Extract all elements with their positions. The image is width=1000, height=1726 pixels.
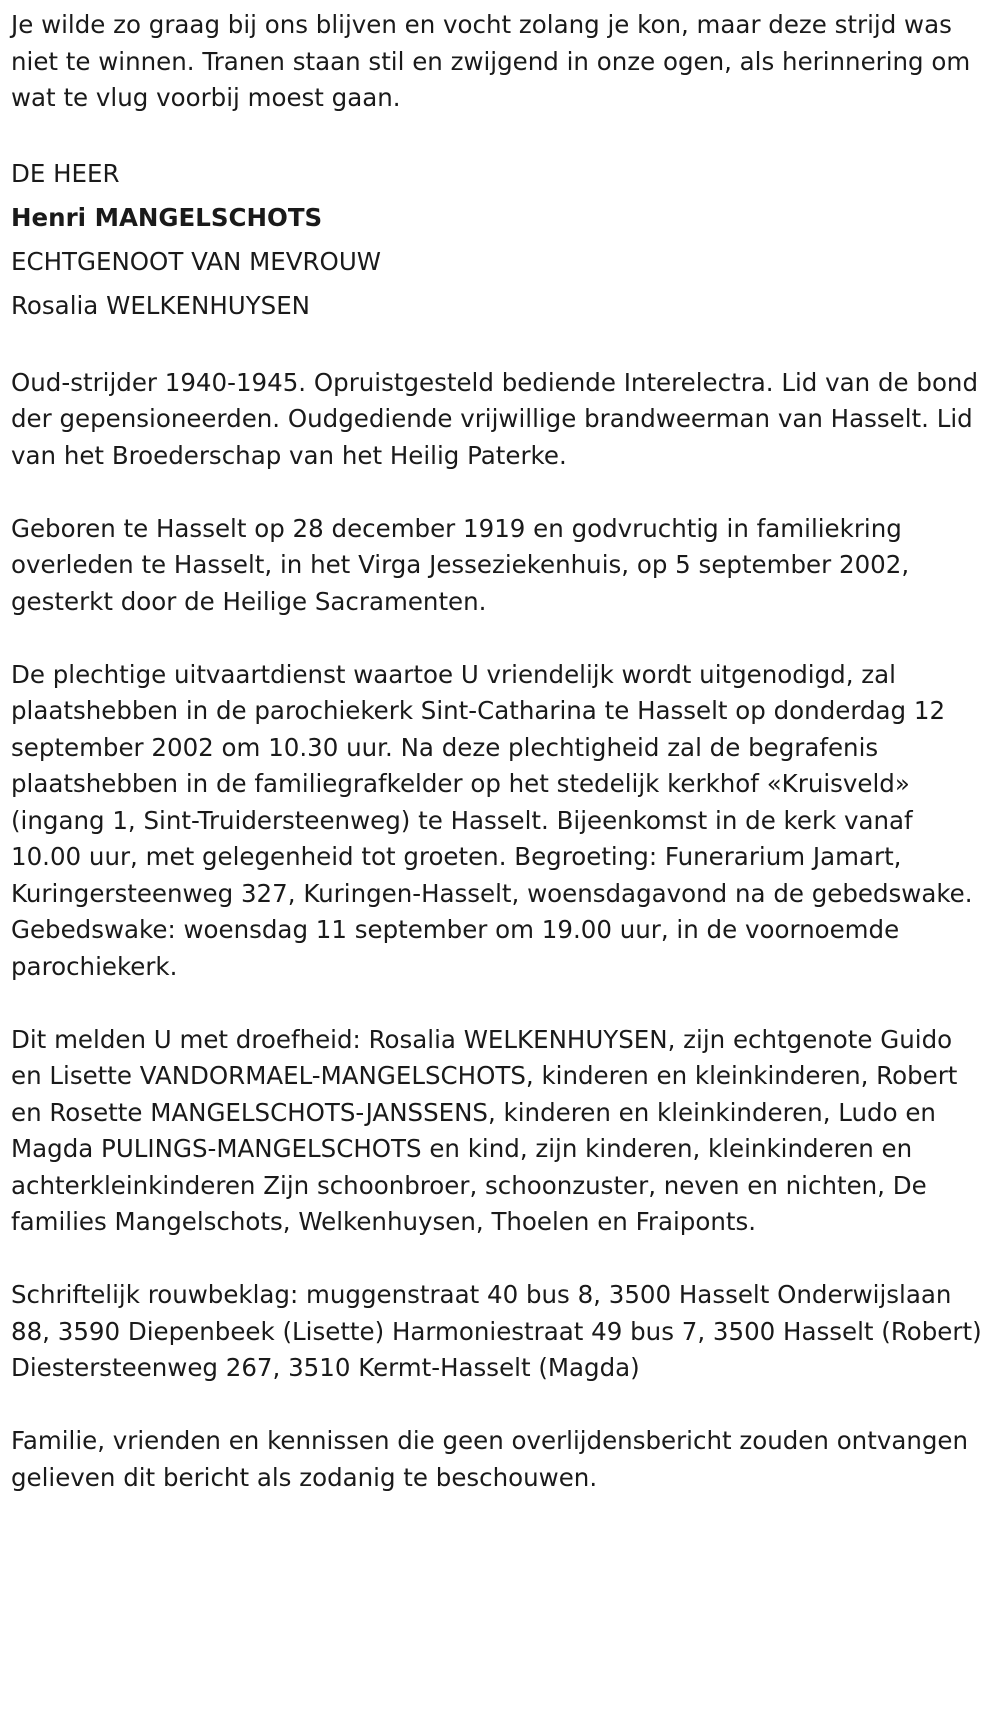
family-paragraph: Dit melden U met droefheid: Rosalia WELKENHUYSEN, zijn echtgenote Guido en Lisette VANDORMAEL-MANGELSCHOTS, kinderen en kleinkinderen, Robert en Rosette MANGELSCHOTS-JANSSENS, kinderen en kleinkinderen, Ludo en Magda PULINGS-MANGELSCHOTS en kind, zijn kinderen, kleinkinderen en achterkleinkinderen Zijn schoonbroer, schoonzuster, neven en nichten, De families Mangelschots, Welkenhuysen, Thoelen en Fraiponts.: [11, 1024, 958, 1236]
deceased-name: Henri MANGELSCHOTS: [11, 203, 323, 232]
title-line: DE HEER: [11, 159, 120, 188]
spacer: [11, 117, 989, 154]
career-paragraph: Oud-strijder 1940-1945. Opruistgesteld bediende Interelectra. Lid van de bond der gepensioneerden. Oudgediende vrijwillige brandweerman van Hasselt. Lid van het Broederschap van het Heilig Paterke.: [11, 367, 979, 470]
birth-death-paragraph: Geboren te Hasselt op 28 december 1919 en godvruchtig in familiekring overleden te Hasselt, in het Virga Jesseziekenhuis, op 5 september 2002, gesterkt door de Heilige Sacramenten.: [11, 513, 910, 616]
closing-paragraph: Familie, vrienden en kennissen die geen overlijdensbericht zouden ontvangen gelieven dit bericht als zodanig te beschouwen.: [11, 1426, 969, 1492]
spacer: [11, 328, 989, 365]
condolences-paragraph: Schriftelijk rouwbeklag: muggenstraat 40 bus 8, 3500 Hasselt Onderwijslaan 88, 3590 Diepenbeek (Lisette) Harmoniestraat 49 bus 7, 3500 Hasselt (Robert) Diestersteenweg 267, 3510 Kermt-Hasselt (Magda): [11, 1280, 982, 1382]
spacer: [11, 1387, 989, 1424]
intro-paragraph: Je wilde zo graag bij ons blijven en vocht zolang je kon, maar deze strijd was niet te winnen. Tranen staan stil en zwijgend in onze ogen, als herinnering om wat te vlug voorbij moest gaan.: [11, 10, 971, 112]
spouse-label: ECHTGENOOT VAN MEVROUW: [11, 247, 382, 276]
spacer: [11, 474, 989, 511]
spacer: [11, 1241, 989, 1278]
ceremony-paragraph: De plechtige uitvaartdienst waartoe U vriendelijk wordt uitgenodigd, zal plaatshebben in de parochiekerk Sint-Catharina te Hasselt op donderdag 12 september 2002 om 10.30 uur. Na deze plechtigheid zal de begrafenis plaatshebben in de familiegrafkelder op het stedelijk kerkhof «Kruisveld» (ingang 1, Sint-Truidersteenweg) te Hasselt. Bijeenkomst in de kerk vanaf 10.00 uur, met gelegenheid tot groeten. Begroeting: Funerarium Jamart, Kuringersteenweg 327, Kuringen-Hasselt, woensdagavond na de gebedswake. Gebedswake: woensdag 11 september om 19.00 uur, in de voornoemde parochiekerk.: [11, 659, 973, 981]
spacer: [11, 620, 989, 657]
spacer: [11, 985, 989, 1022]
spouse-name: Rosalia WELKENHUYSEN: [11, 291, 311, 320]
name-block: [11, 152, 989, 328]
obituary-document: [11, 0, 989, 1496]
